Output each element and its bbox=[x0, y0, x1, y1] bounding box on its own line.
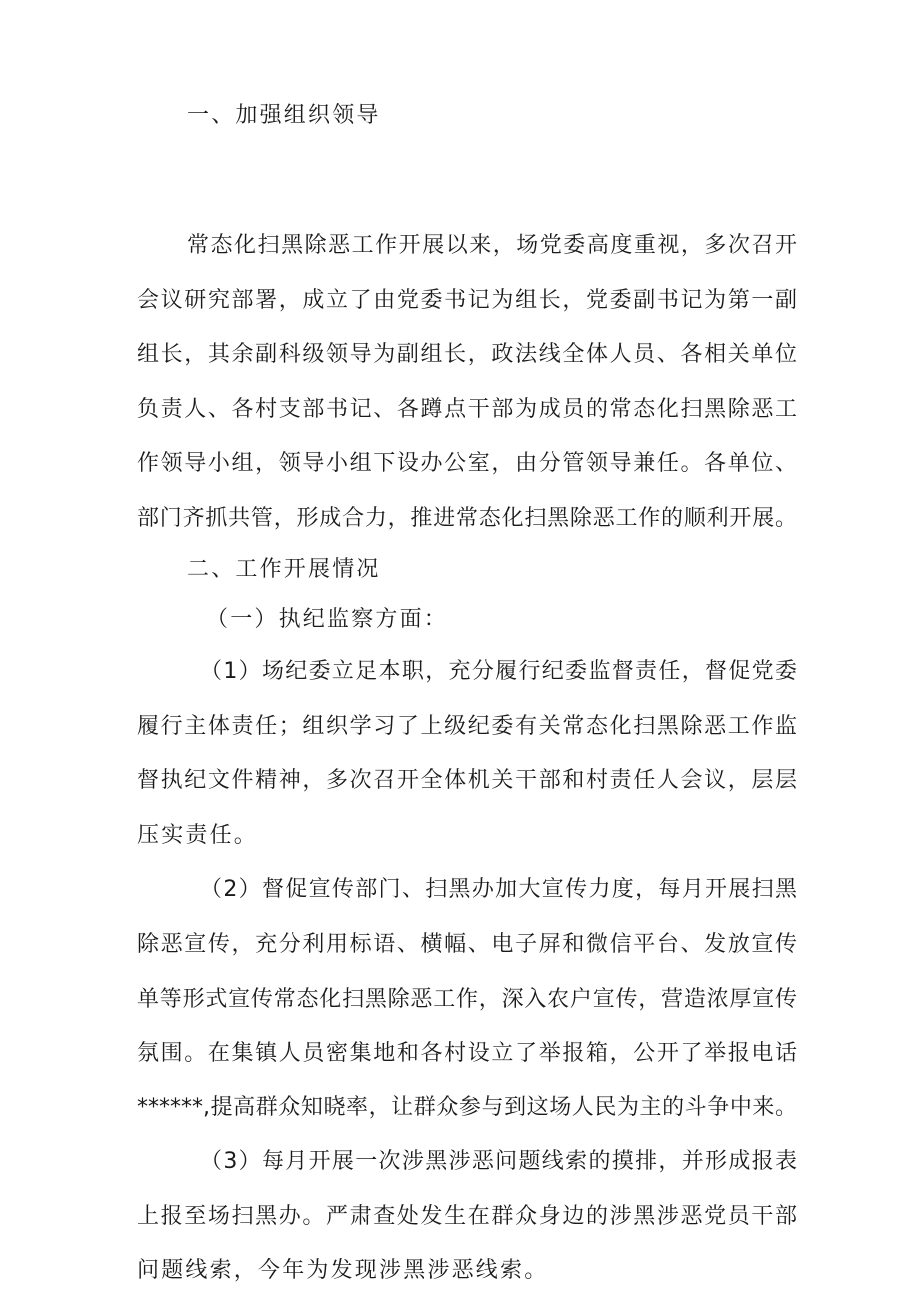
paragraph-line: 组长，其余副科级领导为副组长，政法线全体人员、各相关单位 bbox=[137, 342, 797, 367]
paragraph-line: 部门齐抓共管，形成合力，推进常态化扫黑除恶工作的顺利开展。 bbox=[137, 506, 797, 531]
paragraph-line: 履行主体责任；组织学习了上级纪委有关常态化扫黑除恶工作监 bbox=[137, 714, 797, 739]
paragraph-line: 氛围。在集镇人员密集地和各村设立了举报箱，公开了举报电话 bbox=[137, 1041, 797, 1066]
subsection-heading-discipline: （一）执纪监察方面： bbox=[206, 607, 449, 632]
paragraph-line: 作领导小组，领导小组下设办公室，由分管领导兼任。各单位、 bbox=[137, 451, 797, 476]
paragraph-line: （3）每月开展一次涉黑涉恶问题线索的摸排，并形成报表 bbox=[200, 1149, 797, 1174]
paragraph-line: 上报至场扫黑办。严肃查处发生在群众身边的涉黑涉恶党员干部 bbox=[137, 1204, 797, 1229]
paragraph-line: ******,提高群众知晓率，让群众参与到这场人民为主的斗争中来。 bbox=[137, 1095, 797, 1120]
paragraph-line: 压实责任。 bbox=[137, 823, 259, 848]
paragraph-line: 单等形式宣传常态化扫黑除恶工作，深入农户宣传，营造浓厚宣传 bbox=[137, 987, 797, 1012]
paragraph-line: 问题线索，今年为发现涉黑涉恶线索。 bbox=[137, 1258, 549, 1283]
paragraph-line: （1）场纪委立足本职，充分履行纪委监督责任，督促党委 bbox=[200, 659, 797, 684]
paragraph-line: 督执纪文件精神，多次召开全体机关干部和村责任人会议，层层 bbox=[137, 768, 797, 793]
paragraph-line: 除恶宣传，充分利用标语、横幅、电子屏和微信平台、发放宣传 bbox=[137, 932, 797, 957]
section-heading-work-progress: 二、工作开展情况 bbox=[187, 557, 381, 582]
paragraph-line: 常态化扫黑除恶工作开展以来，场党委高度重视，多次召开 bbox=[187, 233, 797, 258]
paragraph-line: （2）督促宣传部门、扫黑办加大宣传力度，每月开展扫黑 bbox=[200, 877, 797, 902]
section-heading-organization: 一、加强组织领导 bbox=[187, 103, 381, 128]
paragraph-line: 会议研究部署，成立了由党委书记为组长，党委副书记为第一副 bbox=[137, 288, 797, 313]
paragraph-line: 负责人、各村支部书记、各蹲点干部为成员的常态化扫黑除恶工 bbox=[137, 397, 797, 422]
